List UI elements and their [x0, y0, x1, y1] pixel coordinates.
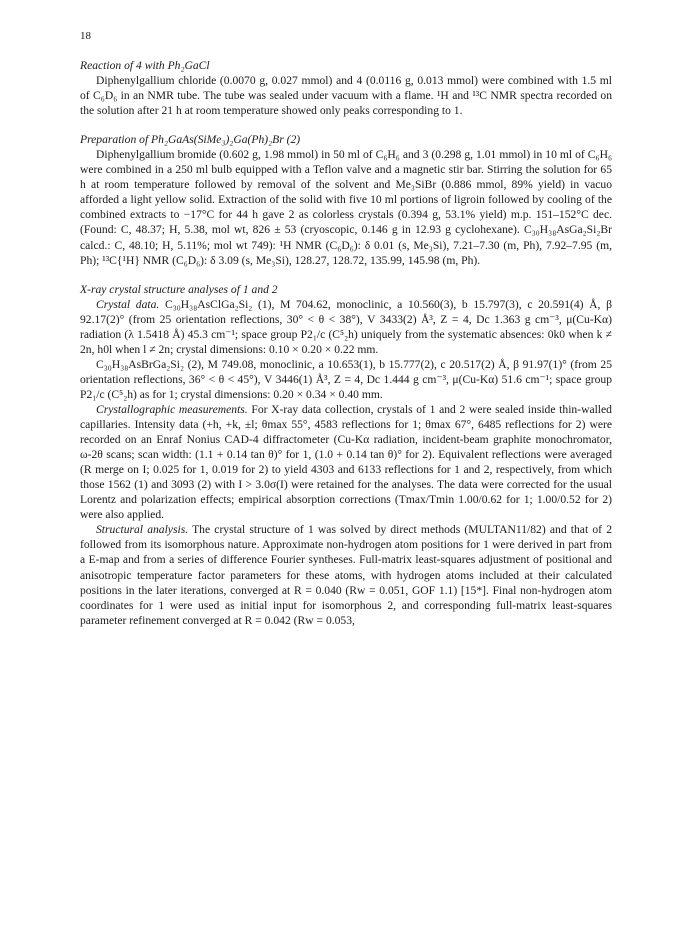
paragraph-lead: Structural analysis. [96, 523, 189, 537]
section-reaction [80, 58, 612, 118]
paragraph-compound-2 [80, 357, 612, 402]
section-preparation [80, 132, 612, 267]
paragraph-text: The crystal structure of 1 was solved by direct methods (MULTAN11/82) and that of 2 followed from its isomorphous nature. Approximate non-hydrogen atom positions for 1 were derived in part from a E-map and from a series of difference Fourier syntheses. Full-matrix least-squares adjustment of positional and anisotropic temperature factor parameters for these atoms, with hydrogen atoms included at their calculated positions in the later iterations, converged at R = 0.040 (Rw = 0.051, GOF 1.1) [15*]. Final non-hydrogen atom coordinates for 1 were used as initial input for isomorphous 2, and corresponding full-matrix least-squares parameter refinement converged at R = 0.042 (Rw = 0.053, [80, 523, 612, 627]
page-number: 18 [80, 30, 91, 42]
paragraph-text: Diphenylgallium chloride (0.0070 g, 0.027 mmol) and 4 (0.0116 g, 0.013 mmol) were combined with 1.5 ml of C₆D₆ in an NMR tube. The tube was sealed under vacuum with a flame. ¹H and ¹³C NMR spectra recorded on the solution after 21 h at room temperature showed only peaks corresponding to 1. [80, 74, 612, 118]
paragraph-structural-analysis [80, 522, 612, 627]
section-xray [80, 282, 612, 628]
section-heading: X-ray crystal structure analyses of 1 and 2 [80, 282, 278, 296]
paragraph-crystal-data [80, 297, 612, 357]
paragraph-lead: Crystallographic measurements. [96, 402, 248, 416]
page-body [80, 58, 612, 642]
paragraph [80, 73, 612, 118]
paragraph-text: C₃₀H₃₈AsBrGa₂Si₂ (2), M 749.08, monoclinic, a 10.653(1), b 15.777(2), c 20.517(2) Å, β 91.97(1)° (from 25 orientation reflections, 36° < θ < 45°), V 3446(1) Å³, Z = 4, Dc 1.444 g cm⁻³, μ(Cu-Kα) 51.6 cm⁻¹; space group P2₁/c (C⁵₂h) as for 1; crystal dimensions: 0.20 × 0.34 × 0.40 mm. [80, 357, 612, 401]
paragraph-measurements [80, 402, 612, 522]
paragraph-lead: Crystal data. [96, 297, 160, 311]
section-heading: Preparation of Ph₂GaAs(SiMe₃)₂Ga(Ph)₂Br (2) [80, 133, 301, 147]
section-heading: Reaction of 4 with Ph₂GaCl [80, 59, 210, 72]
paragraph-text: Diphenylgallium bromide (0.602 g, 1.98 mmol) in 50 ml of C₆H₆ and 3 (0.298 g, 1.01 mmol) in 10 ml of C₆H₆ were combined in a 250 ml bulb equipped with a Teflon valve and a magnetic stir bar. Stirring the solution for 65 h at room temperature followed by removal of the solvent and Me₃SiBr (0.886 mmol, 89% yield) in vacuo afforded a light yellow solid. Extraction of the solid with five 10 ml portions of ligroin followed by cooling of the combined extracts to −17°C for 44 h gave 2 as colorless crystals (0.394 g, 53.1% yield) m.p. 151–152°C dec. (Found: C, 48.37; H, 5.38, mol wt, 826 ± 53 (cryoscopic, 0.146 g in 12.93 g cyclohexane). C₃₀H₃₈AsGa₂Si₂Br calcd.: C, 48.10; H, 5.11%; mol wt 749): ¹H NMR (C₆D₆): δ 0.01 (s, Me₃Si), 7.21–7.30 (m, Ph), 7.92–7.95 (m, Ph); ¹³C{¹H} NMR (C₆D₆): δ 3.09 (s, Me₃Si), 128.27, 128.72, 135.99, 145.98 (m, Ph). [80, 148, 612, 267]
paragraph-text: For X-ray data collection, crystals of 1 and 2 were sealed inside thin-walled capillaries. Intensity data (+h, +k, ±l; θmax 55°, 4583 reflections for 1; θmax 67°, 6485 reflections for 2) were recorded on an Enraf Nonius CAD-4 diffractometer (Cu-Kα radiation, incident-beam graphite monochromator, ω-2θ scans; scan width: (1.1 + 0.14 tan θ)° for 1, (1.0 + 0.14 tan θ)° for 2). Equivalent reflections were averaged (R merge on I; 0.025 for 1, 0.019 for 2) to yield 4303 and 6133 reflections for 1 and 2, respectively, from which those 1562 (1) and 3093 (2) with I > 3.0σ(I) were retained for the analyses. The data were corrected for the usual Lorentz and polarization effects; empirical absorption corrections (Tmax/Tmin 1.00/0.62 for 1; 1.00/0.52 for 2) were also applied. [80, 402, 612, 522]
paragraph [80, 147, 612, 267]
paragraph-text: C₃₀H₃₈AsClGa₂Si₂ (1), M 704.62, monoclinic, a 10.560(3), b 15.797(3), c 20.591(4) Å, β 92.17(2)° (from 25 orientation reflections, 30° < θ < 38°), V 3433(2) Å³, Z = 4, Dc 1.363 g cm⁻³, μ(Cu-Kα) radiation (λ 1.5418 Å) 45.3 cm⁻¹; space group P2₁/c (C⁵₂h) uniquely from the systematic absences: 0k0 when k ≠ 2n, h0l when l ≠ 2n; crystal dimensions: 0.10 × 0.20 × 0.22 mm. [80, 297, 612, 356]
